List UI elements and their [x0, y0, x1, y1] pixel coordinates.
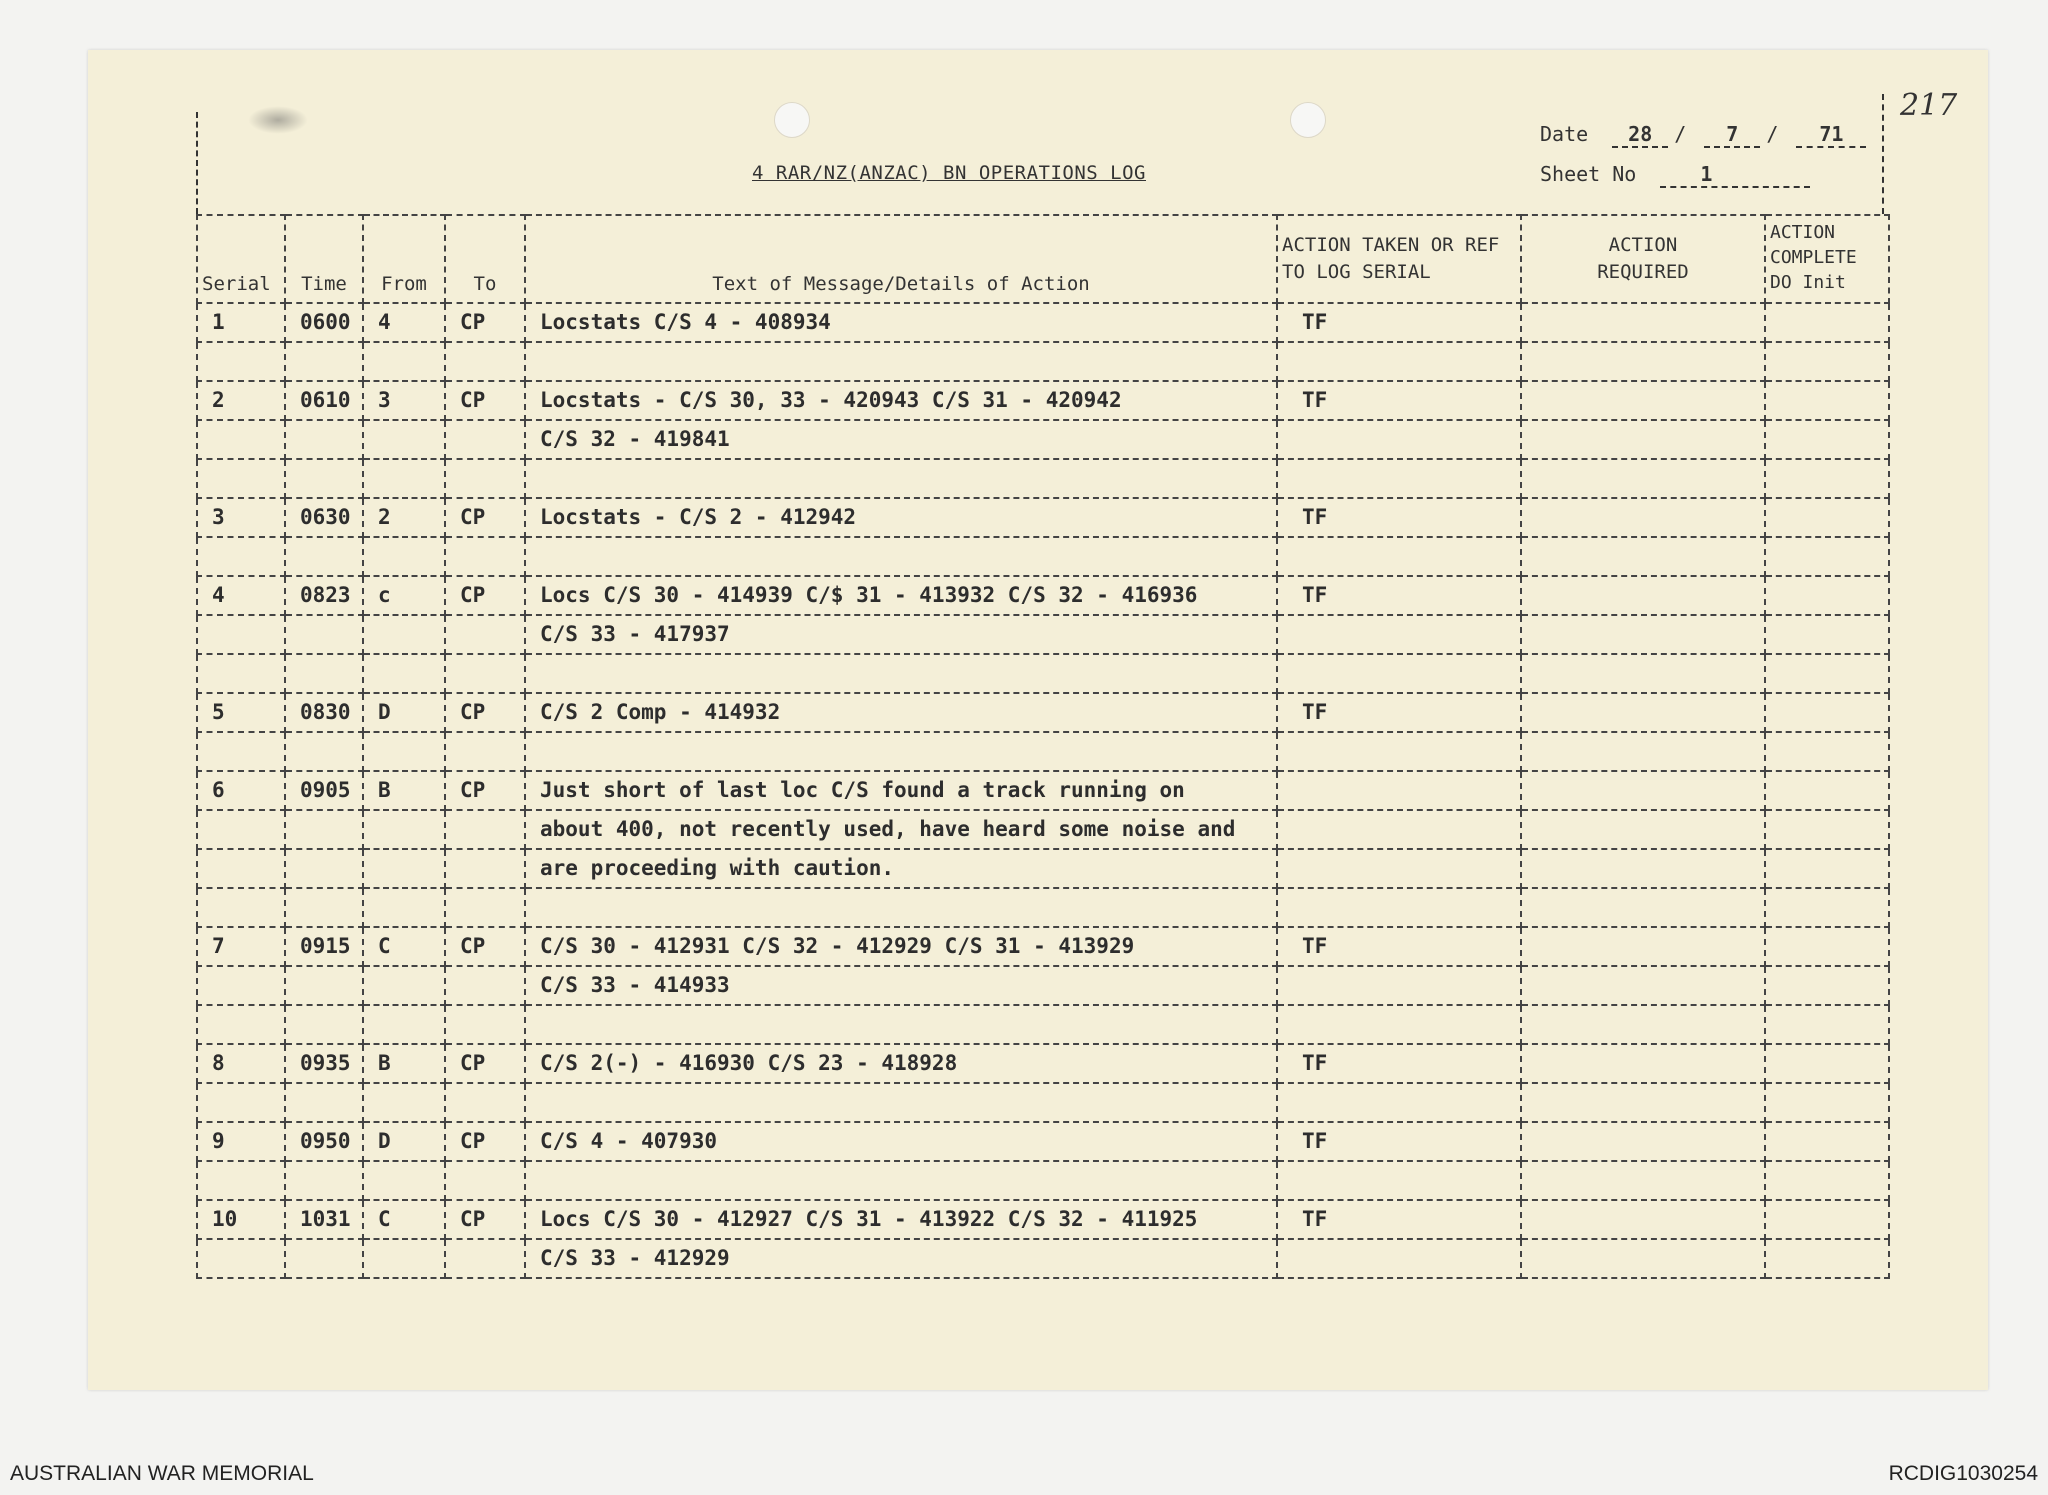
table-row: [197, 1122, 1889, 1161]
cell-to: [445, 342, 525, 381]
cell-action-complete: [1765, 1083, 1889, 1122]
col-serial: Serial: [197, 215, 285, 303]
date-day: 28: [1612, 122, 1668, 148]
cell-action-complete: [1765, 1200, 1889, 1239]
cell-to: [445, 615, 525, 654]
cell-text: [525, 1083, 1277, 1122]
punch-hole-left: [774, 102, 810, 138]
cell-action-required: [1521, 1161, 1765, 1200]
cell-serial: [197, 342, 285, 381]
cell-serial: [197, 459, 285, 498]
cell-time: [285, 810, 363, 849]
cell-to: CP: [445, 693, 525, 732]
cell-action-taken: TF: [1277, 1044, 1521, 1083]
table-row: [197, 1161, 1889, 1200]
cell-from: [363, 888, 445, 927]
log-title: 4 RAR/NZ(ANZAC) BN OPERATIONS LOG: [752, 162, 1146, 184]
cell-from: [363, 342, 445, 381]
cell-time: [285, 342, 363, 381]
cell-text: Locs C/S 30 - 414939 C/$ 31 - 413932 C/S 32 - 416936: [525, 576, 1277, 615]
cell-to: [445, 1239, 525, 1278]
cell-action-complete: [1765, 1122, 1889, 1161]
cell-serial: 9: [197, 1122, 285, 1161]
cell-action-taken: [1277, 849, 1521, 888]
table-row: [197, 576, 1889, 615]
cell-from: B: [363, 1044, 445, 1083]
cell-text: Just short of last loc C/S found a track running on: [525, 771, 1277, 810]
cell-text: C/S 2(-) - 416930 C/S 23 - 418928: [525, 1044, 1277, 1083]
cell-action-complete: [1765, 615, 1889, 654]
cell-action-complete: [1765, 927, 1889, 966]
cell-action-taken: TF: [1277, 693, 1521, 732]
cell-from: C: [363, 927, 445, 966]
cell-action-taken: [1277, 732, 1521, 771]
cell-action-complete: [1765, 1044, 1889, 1083]
table-row: [197, 966, 1889, 1005]
cell-action-taken: [1277, 966, 1521, 1005]
cell-action-taken: TF: [1277, 1200, 1521, 1239]
cell-action-required: [1521, 498, 1765, 537]
table-row: [197, 654, 1889, 693]
cell-action-required: [1521, 615, 1765, 654]
cell-to: CP: [445, 1044, 525, 1083]
cell-time: [285, 459, 363, 498]
cell-time: 0905: [285, 771, 363, 810]
cell-serial: 1: [197, 303, 285, 342]
cell-action-taken: [1277, 1083, 1521, 1122]
cell-action-complete: [1765, 381, 1889, 420]
table-row: [197, 459, 1889, 498]
cell-from: 4: [363, 303, 445, 342]
date-label: Date: [1540, 122, 1589, 146]
cell-action-taken: [1277, 771, 1521, 810]
cell-action-taken: [1277, 420, 1521, 459]
cell-time: 0935: [285, 1044, 363, 1083]
col-action-complete: ACTION COMPLETE DO Init: [1765, 215, 1889, 303]
right-margin-rule: [1882, 94, 1884, 214]
cell-text: [525, 342, 1277, 381]
cell-to: [445, 537, 525, 576]
cell-action-taken: [1277, 1239, 1521, 1278]
cell-to: [445, 1161, 525, 1200]
cell-text: [525, 654, 1277, 693]
cell-action-taken: [1277, 1005, 1521, 1044]
ink-smudge: [248, 106, 308, 134]
sheet-number: 1: [1660, 162, 1810, 188]
cell-from: [363, 732, 445, 771]
cell-action-taken: TF: [1277, 498, 1521, 537]
table-row: [197, 420, 1889, 459]
cell-action-taken: TF: [1277, 381, 1521, 420]
cell-to: CP: [445, 1200, 525, 1239]
table-row: [197, 1044, 1889, 1083]
cell-text: C/S 33 - 414933: [525, 966, 1277, 1005]
cell-action-complete: [1765, 888, 1889, 927]
cell-serial: [197, 810, 285, 849]
cell-serial: 2: [197, 381, 285, 420]
cell-action-complete: [1765, 654, 1889, 693]
cell-time: [285, 1161, 363, 1200]
col-action-taken: ACTION TAKEN OR REF TO LOG SERIAL: [1277, 215, 1521, 303]
cell-time: [285, 1083, 363, 1122]
cell-serial: 5: [197, 693, 285, 732]
cell-time: 0630: [285, 498, 363, 537]
cell-serial: [197, 420, 285, 459]
cell-text: Locs C/S 30 - 412927 C/S 31 - 413922 C/S 32 - 411925: [525, 1200, 1277, 1239]
cell-from: [363, 654, 445, 693]
cell-time: [285, 615, 363, 654]
cell-from: [363, 420, 445, 459]
cell-time: [285, 888, 363, 927]
table-row: [197, 693, 1889, 732]
cell-time: [285, 537, 363, 576]
cell-time: 0600: [285, 303, 363, 342]
cell-action-complete: [1765, 849, 1889, 888]
cell-text: [525, 732, 1277, 771]
col-action-required: ACTION REQUIRED: [1521, 215, 1765, 303]
cell-from: [363, 810, 445, 849]
footer-record-id: RCDIG1030254: [1888, 1462, 2038, 1485]
cell-action-required: [1521, 927, 1765, 966]
cell-time: [285, 1239, 363, 1278]
log-body: [197, 303, 1889, 1278]
cell-text: [525, 1161, 1277, 1200]
cell-serial: 3: [197, 498, 285, 537]
cell-time: [285, 420, 363, 459]
footer-archive-name: AUSTRALIAN WAR MEMORIAL: [10, 1462, 314, 1485]
cell-text: [525, 888, 1277, 927]
cell-action-required: [1521, 966, 1765, 1005]
cell-action-complete: [1765, 1239, 1889, 1278]
cell-serial: 7: [197, 927, 285, 966]
cell-action-complete: [1765, 459, 1889, 498]
table-row: [197, 1083, 1889, 1122]
table-row: [197, 1239, 1889, 1278]
cell-action-taken: [1277, 459, 1521, 498]
sheet-label: Sheet No: [1540, 162, 1637, 186]
cell-serial: [197, 849, 285, 888]
table-row: [197, 615, 1889, 654]
cell-time: 0830: [285, 693, 363, 732]
cell-action-complete: [1765, 1005, 1889, 1044]
cell-action-required: [1521, 888, 1765, 927]
table-row: [197, 732, 1889, 771]
cell-to: [445, 810, 525, 849]
cell-from: 3: [363, 381, 445, 420]
cell-to: CP: [445, 381, 525, 420]
cell-action-required: [1521, 303, 1765, 342]
cell-time: [285, 849, 363, 888]
table-row: [197, 810, 1889, 849]
table-row: [197, 381, 1889, 420]
cell-from: [363, 849, 445, 888]
cell-time: 0610: [285, 381, 363, 420]
cell-serial: [197, 888, 285, 927]
date-line: Date 28 / 7 / 71: [1540, 122, 1866, 148]
cell-action-required: [1521, 1083, 1765, 1122]
table-row: [197, 537, 1889, 576]
cell-text: C/S 2 Comp - 414932: [525, 693, 1277, 732]
cell-action-complete: [1765, 693, 1889, 732]
cell-from: [363, 1083, 445, 1122]
cell-to: [445, 420, 525, 459]
cell-time: [285, 1005, 363, 1044]
cell-time: 0950: [285, 1122, 363, 1161]
cell-from: C: [363, 1200, 445, 1239]
cell-text: Locstats - C/S 30, 33 - 420943 C/S 31 - 420942: [525, 381, 1277, 420]
cell-action-taken: TF: [1277, 303, 1521, 342]
cell-to: [445, 849, 525, 888]
cell-from: B: [363, 771, 445, 810]
header-row: [197, 215, 1889, 303]
cell-action-complete: [1765, 342, 1889, 381]
table-row: [197, 771, 1889, 810]
cell-text: C/S 33 - 417937: [525, 615, 1277, 654]
cell-from: [363, 1005, 445, 1044]
cell-action-required: [1521, 1005, 1765, 1044]
page-number: 217: [1900, 88, 1958, 123]
cell-action-taken: [1277, 810, 1521, 849]
table-row: [197, 849, 1889, 888]
table-row: [197, 498, 1889, 537]
cell-to: CP: [445, 303, 525, 342]
cell-to: [445, 1083, 525, 1122]
cell-to: [445, 459, 525, 498]
cell-to: [445, 732, 525, 771]
cell-action-required: [1521, 576, 1765, 615]
cell-time: [285, 966, 363, 1005]
col-from: From: [363, 215, 445, 303]
cell-action-taken: [1277, 537, 1521, 576]
cell-serial: 8: [197, 1044, 285, 1083]
cell-action-required: [1521, 771, 1765, 810]
cell-text: Locstats C/S 4 - 408934: [525, 303, 1277, 342]
cell-action-taken: [1277, 654, 1521, 693]
cell-action-complete: [1765, 576, 1889, 615]
cell-action-complete: [1765, 537, 1889, 576]
cell-serial: [197, 966, 285, 1005]
cell-action-required: [1521, 537, 1765, 576]
cell-serial: [197, 1005, 285, 1044]
cell-action-required: [1521, 1200, 1765, 1239]
cell-action-required: [1521, 654, 1765, 693]
cell-from: c: [363, 576, 445, 615]
cell-action-required: [1521, 810, 1765, 849]
cell-from: D: [363, 1122, 445, 1161]
cell-serial: 10: [197, 1200, 285, 1239]
cell-text: about 400, not recently used, have heard some noise and: [525, 810, 1277, 849]
cell-action-taken: [1277, 1161, 1521, 1200]
date-month: 7: [1704, 122, 1760, 148]
table-row: [197, 342, 1889, 381]
cell-action-required: [1521, 1239, 1765, 1278]
table-row: [197, 303, 1889, 342]
cell-text: [525, 537, 1277, 576]
cell-action-complete: [1765, 420, 1889, 459]
cell-serial: [197, 1239, 285, 1278]
cell-text: C/S 4 - 407930: [525, 1122, 1277, 1161]
cell-text: [525, 1005, 1277, 1044]
punch-hole-right: [1290, 102, 1326, 138]
cell-from: [363, 459, 445, 498]
cell-to: [445, 1005, 525, 1044]
cell-action-taken: TF: [1277, 576, 1521, 615]
cell-action-complete: [1765, 732, 1889, 771]
cell-action-required: [1521, 1122, 1765, 1161]
cell-serial: 4: [197, 576, 285, 615]
log-sheet: [88, 50, 1988, 1390]
cell-text: C/S 33 - 412929: [525, 1239, 1277, 1278]
cell-action-taken: TF: [1277, 1122, 1521, 1161]
cell-time: 0915: [285, 927, 363, 966]
cell-action-complete: [1765, 771, 1889, 810]
cell-text: are proceeding with caution.: [525, 849, 1277, 888]
cell-action-taken: TF: [1277, 927, 1521, 966]
table-row: [197, 888, 1889, 927]
cell-serial: [197, 615, 285, 654]
cell-action-complete: [1765, 1161, 1889, 1200]
cell-from: [363, 1239, 445, 1278]
cell-serial: [197, 1161, 285, 1200]
cell-action-required: [1521, 420, 1765, 459]
cell-action-required: [1521, 342, 1765, 381]
cell-from: 2: [363, 498, 445, 537]
cell-from: [363, 537, 445, 576]
table-row: [197, 927, 1889, 966]
cell-action-taken: [1277, 888, 1521, 927]
cell-action-complete: [1765, 966, 1889, 1005]
cell-action-complete: [1765, 810, 1889, 849]
date-year: 71: [1796, 122, 1866, 148]
cell-to: CP: [445, 576, 525, 615]
cell-action-required: [1521, 459, 1765, 498]
cell-from: [363, 966, 445, 1005]
cell-from: [363, 615, 445, 654]
cell-to: [445, 888, 525, 927]
cell-text: C/S 32 - 419841: [525, 420, 1277, 459]
table-row: [197, 1005, 1889, 1044]
cell-action-complete: [1765, 303, 1889, 342]
cell-text: C/S 30 - 412931 C/S 32 - 412929 C/S 31 - 413929: [525, 927, 1277, 966]
cell-serial: [197, 654, 285, 693]
cell-time: 1031: [285, 1200, 363, 1239]
cell-to: CP: [445, 771, 525, 810]
left-margin-rule: [196, 112, 198, 214]
cell-action-complete: [1765, 498, 1889, 537]
cell-action-required: [1521, 849, 1765, 888]
cell-to: [445, 654, 525, 693]
table-row: [197, 1200, 1889, 1239]
col-to: To: [445, 215, 525, 303]
cell-time: [285, 654, 363, 693]
cell-text: Locstats - C/S 2 - 412942: [525, 498, 1277, 537]
cell-from: D: [363, 693, 445, 732]
cell-to: CP: [445, 927, 525, 966]
cell-action-taken: [1277, 342, 1521, 381]
cell-serial: [197, 537, 285, 576]
cell-action-required: [1521, 381, 1765, 420]
cell-time: 0823: [285, 576, 363, 615]
operations-log-table: [196, 214, 1890, 1279]
cell-to: CP: [445, 1122, 525, 1161]
cell-to: [445, 966, 525, 1005]
cell-to: CP: [445, 498, 525, 537]
cell-text: [525, 459, 1277, 498]
col-time: Time: [285, 215, 363, 303]
cell-serial: 6: [197, 771, 285, 810]
sheet-line: [1540, 162, 1810, 188]
cell-from: [363, 1161, 445, 1200]
cell-time: [285, 732, 363, 771]
cell-serial: [197, 1083, 285, 1122]
cell-action-taken: [1277, 615, 1521, 654]
cell-action-required: [1521, 1044, 1765, 1083]
cell-action-required: [1521, 732, 1765, 771]
cell-action-required: [1521, 693, 1765, 732]
cell-serial: [197, 732, 285, 771]
col-text: Text of Message/Details of Action: [525, 215, 1277, 303]
